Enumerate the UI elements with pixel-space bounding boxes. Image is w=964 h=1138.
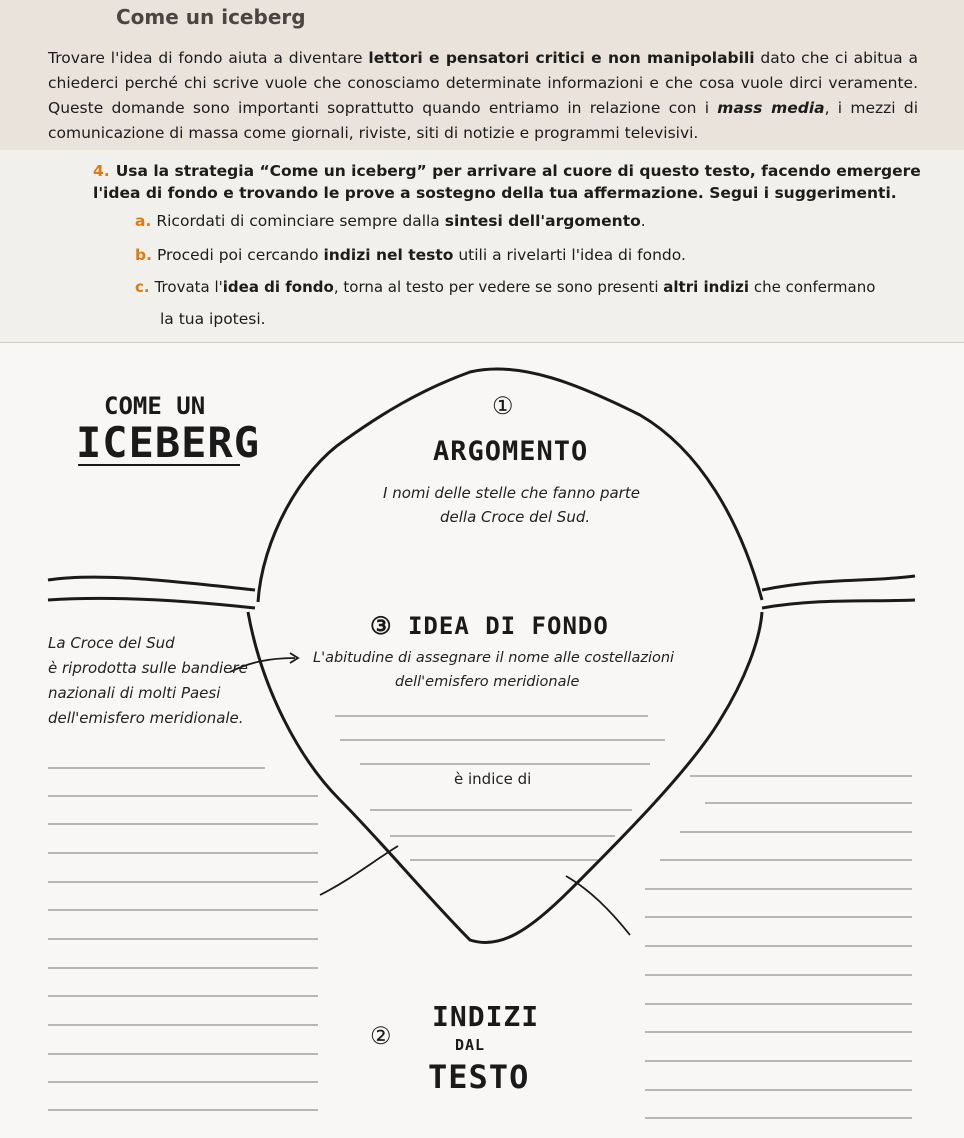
task-text: Usa la strategia “Come un iceberg” per arrivare al cuore di questo testo, facendo emergere l'idea di fondo e trovando le prove a sostegno della tua affermazione. Segui i suggerimenti. <box>93 162 921 202</box>
circle-number-1: ① <box>492 392 515 420</box>
intro-text-3: , i mezzi di comunicazione di massa come giornali, riviste, siti di notizie e programmi televisivi. <box>48 99 918 142</box>
intro-text-1: Trovare l'idea di fondo aiuta a diventare <box>48 49 369 67</box>
task-number: 4. <box>93 162 110 180</box>
step-c-continuation: la tua ipotesi. <box>160 310 266 328</box>
indice-di-label: è indice di <box>454 770 532 788</box>
evidence-line-2: è riprodotta sulle bandiere <box>48 659 248 677</box>
heading-line-2: ICEBERG <box>76 418 261 467</box>
step-c-text-3: che confermano <box>749 278 876 296</box>
step-a-letter: a. <box>135 212 152 230</box>
argomento-text-1: I nomi delle stelle che fanno parte <box>383 484 640 502</box>
heading-line-1: COME UN <box>104 392 206 420</box>
intro-bold-1: lettori e pensatori critici e non manipolabili <box>368 49 755 67</box>
step-b-letter: b. <box>135 246 152 264</box>
lower-arrow-left <box>320 846 398 895</box>
testo-label: TESTO <box>428 1058 530 1096</box>
argomento-label: ARGOMENTO <box>433 436 589 467</box>
idea-text-2: dell'emisfero meridionale <box>395 674 580 690</box>
dal-label: DAL <box>455 1036 486 1054</box>
step-a-end: . <box>640 212 646 230</box>
evidence-line-3: nazionali di molti Paesi <box>48 684 221 702</box>
intro-text-2: dato che ci abitua a chiederci perché chi scrive vuole che conosciamo determinate informazioni e che cosa vuole dirci veramente. Queste domande sono importanti soprattutto quando entriamo in relazione con i <box>48 49 918 117</box>
step-c-letter: c. <box>135 278 150 296</box>
step-c-bold-2: altri indizi <box>663 278 750 296</box>
page-title: Come un iceberg <box>116 5 306 29</box>
intro-bold-2: mass media <box>717 99 825 117</box>
step-b-bold: indizi nel testo <box>323 246 454 264</box>
step-c-text-2: , torna al testo per vedere se sono presenti <box>333 278 664 296</box>
evidence-line-1: La Croce del Sud <box>48 634 175 652</box>
indizi-label: INDIZI <box>432 1000 540 1033</box>
circle-number-2: ② <box>370 1022 393 1050</box>
step-c-bold-1: idea di fondo <box>222 278 334 296</box>
step-a-bold: sintesi dell'argomento <box>444 212 641 230</box>
idea-text-1: L'abitudine di assegnare il nome alle costellazioni <box>313 650 675 666</box>
step-a-text: Ricordati di cominciare sempre dalla <box>156 212 445 230</box>
water-line-left <box>48 577 255 608</box>
evidence-line-4: dell'emisfero meridionale. <box>48 709 244 727</box>
water-line-right <box>762 576 915 608</box>
idea-di-fondo-label: ③ IDEA DI FONDO <box>370 612 609 640</box>
step-c-text: Trovata l' <box>154 278 223 296</box>
step-b-end: utili a rivelarti l'idea di fondo. <box>453 246 686 264</box>
step-b-text: Procedi poi cercando <box>156 246 324 264</box>
argomento-text-2: della Croce del Sud. <box>440 508 591 526</box>
